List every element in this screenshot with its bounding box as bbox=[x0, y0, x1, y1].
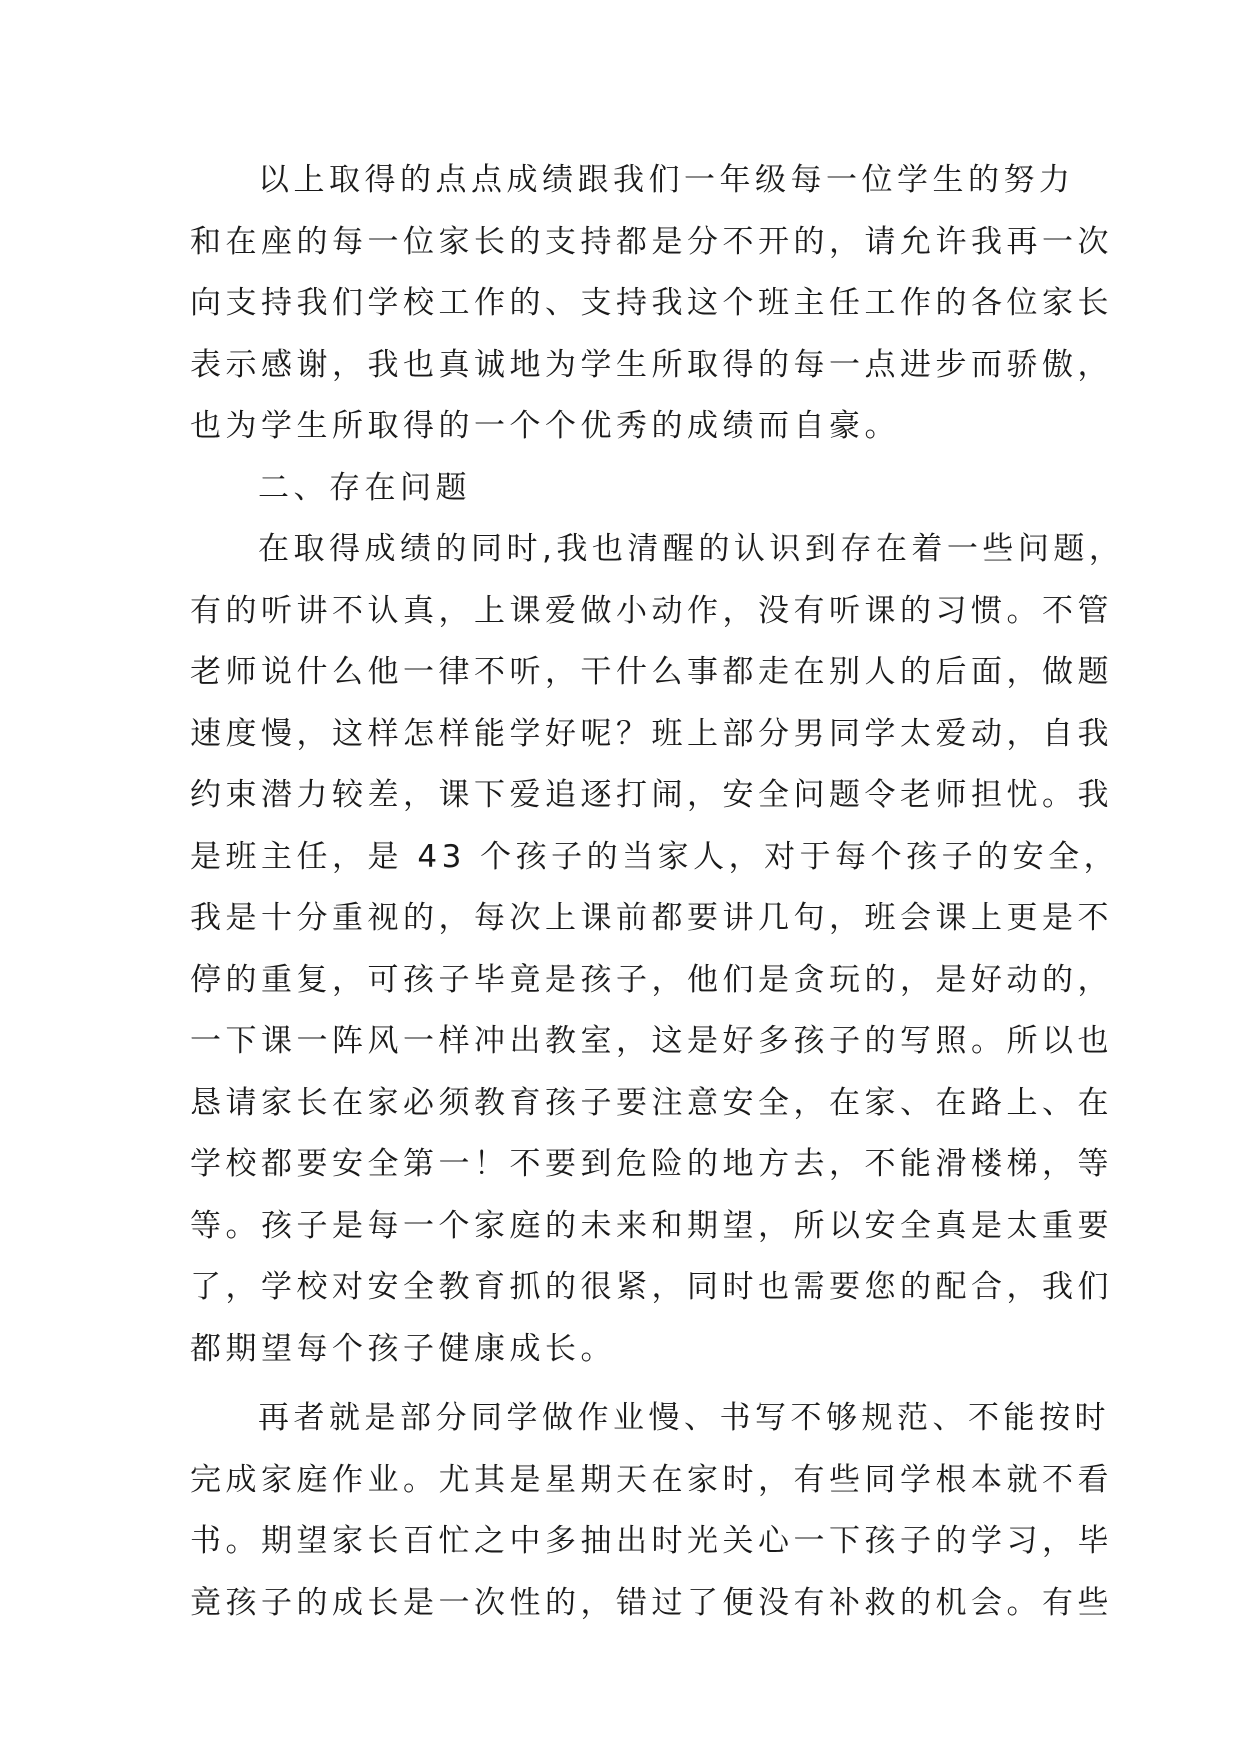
paragraph-problems bbox=[190, 519, 1125, 1380]
paragraph-achievements bbox=[190, 150, 1113, 458]
text-line: 也为学生所取得的一个个优秀的成绩而自豪。 bbox=[190, 408, 900, 444]
text-line: 和在座的每一位家长的支持都是分不开的，请允许我再一次 bbox=[190, 223, 1113, 260]
text-line: 恳请家长在家必须教育孩子要注意安全，在家、在路上、在 bbox=[190, 1084, 1113, 1121]
text-line: 书。期望家长百忙之中多抽出时光关心一下孩子的学习，毕 bbox=[190, 1523, 1113, 1559]
text-line: 一下课一阵风一样冲出教室，这是好多孩子的写照。所以也 bbox=[190, 1023, 1113, 1059]
text-line: 我是十分重视的，每次上课前都要讲几句，班会课上更是不 bbox=[190, 900, 1113, 936]
text-line: 等。孩子是每一个家庭的未来和期望，所以安全真是太重要 bbox=[190, 1207, 1113, 1244]
text-line: 有的听讲不认真，上课爱做小动作，没有听课的习惯。不管 bbox=[190, 592, 1113, 629]
text-line: 停的重复，可孩子毕竟是孩子，他们是贪玩的，是好动的， bbox=[190, 961, 1113, 998]
text-line: 都期望每个孩子健康成长。 bbox=[190, 1330, 616, 1367]
text-line: 再者就是部分同学做作业慢、书写不够规范、不能按时 bbox=[258, 1400, 1110, 1436]
text-line: 学校都要安全第一！不要到危险的地方去，不能滑楼梯，等 bbox=[190, 1146, 1113, 1182]
text-line: 约束潜力较差，课下爱追逐打闹，安全问题令老师担忧。我 bbox=[190, 777, 1113, 813]
text-line: 了，学校对安全教育抓的很紧，同时也需要您的配合，我们 bbox=[190, 1269, 1113, 1305]
document-body bbox=[190, 150, 1125, 1634]
text-line: 竟孩子的成长是一次性的，错过了便没有补救的机会。有些 bbox=[190, 1584, 1113, 1621]
paragraph-gap bbox=[190, 1380, 1070, 1388]
section-heading bbox=[190, 458, 1070, 520]
text-line: 以上取得的点点成绩跟我们一年级每一位学生的努力 bbox=[258, 162, 1075, 198]
text-line: 速度慢，这样怎样能学好呢？班上部分男同学太爱动，自我 bbox=[190, 715, 1113, 752]
text-line: 在取得成绩的同时,我也清醒的认识到存在着一些问题， bbox=[258, 531, 1125, 567]
heading-existing-problems: 二、存在问题 bbox=[258, 469, 471, 506]
paragraph-homework bbox=[190, 1388, 1113, 1634]
text-line: 是班主任，是 43 个孩子的当家人，对于每个孩子的安全， bbox=[190, 838, 1120, 875]
text-line: 表示感谢，我也真诚地为学生所取得的每一点进步而骄傲， bbox=[190, 346, 1113, 383]
text-line: 老师说什么他一律不听，干什么事都走在别人的后面，做题 bbox=[190, 654, 1113, 690]
text-line: 完成家庭作业。尤其是星期天在家时，有些同学根本就不看 bbox=[190, 1461, 1113, 1498]
text-line: 向支持我们学校工作的、支持我这个班主任工作的各位家长 bbox=[190, 285, 1113, 321]
